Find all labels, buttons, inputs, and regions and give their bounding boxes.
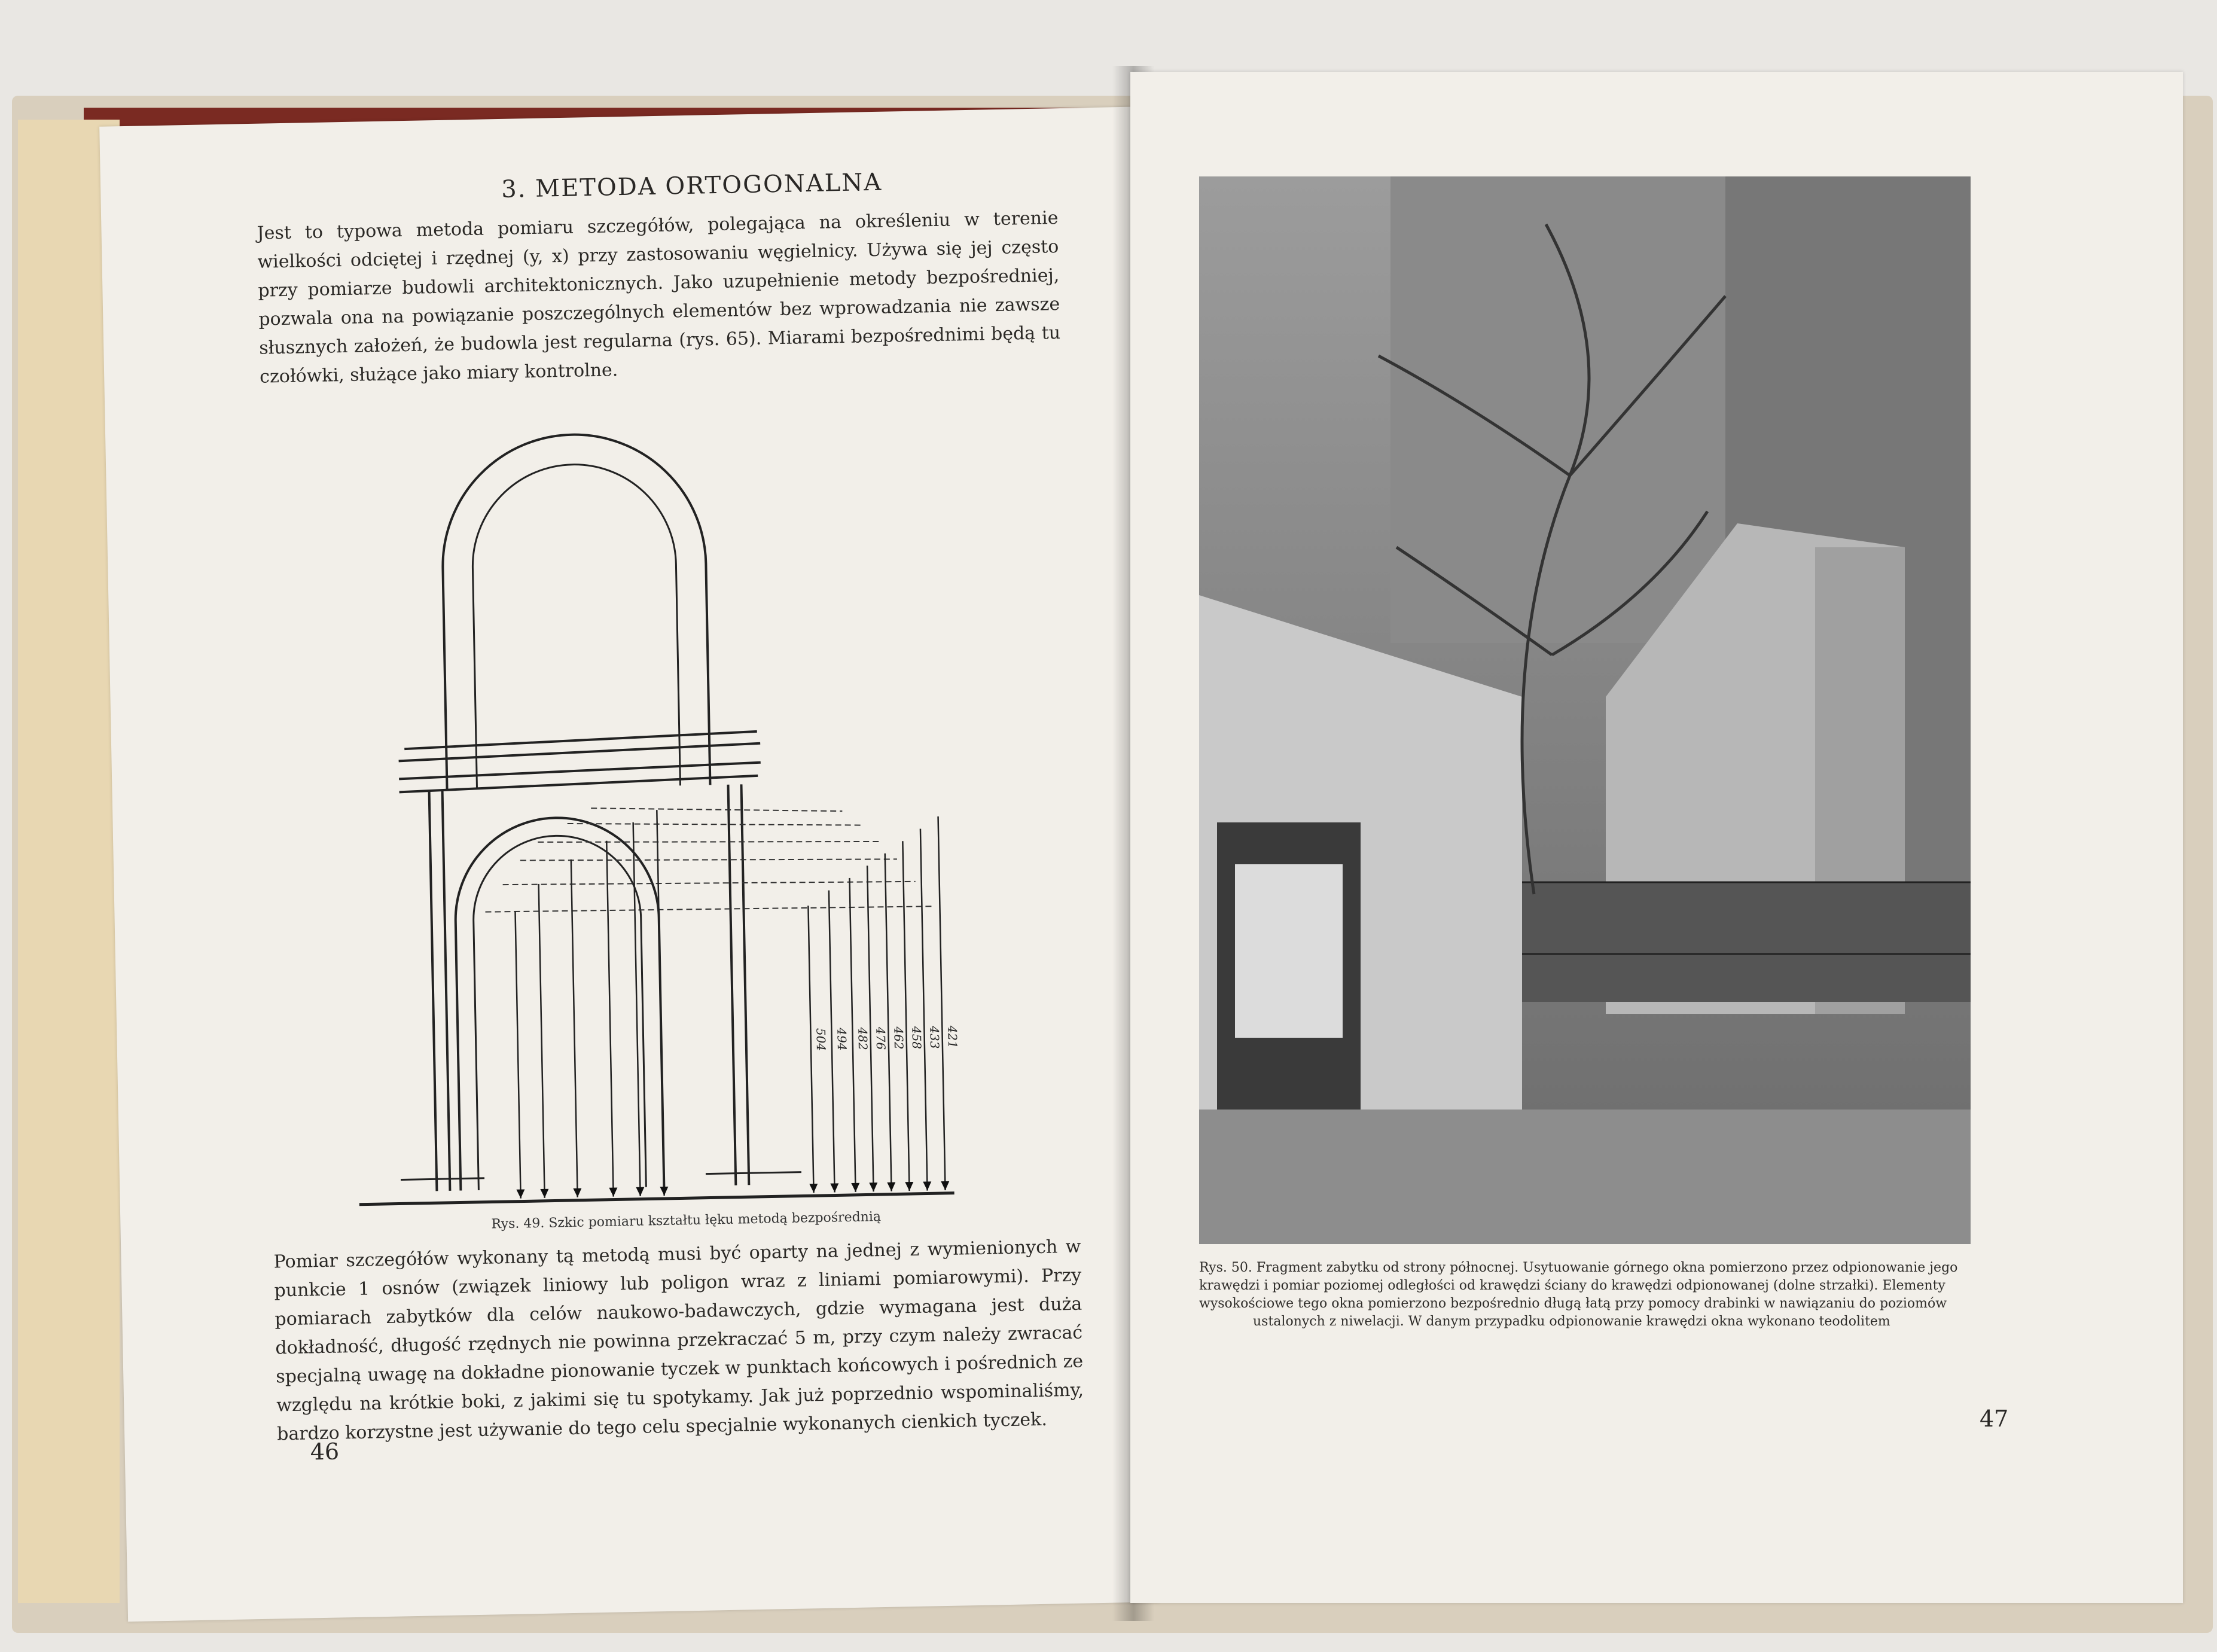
body-paragraph: Pomiar szczegółów wykonany tą metodą musi być oparty na jednej z wymienionych w punkcie 1 osnów (związek liniowy lub poligon wraz z liniami pomiarowymi). Przy pomiarach zabytków dla celów naukowo-badawczych, gdzie wymagana jest duża dokładność, długość rzędnych nie powinna przekraczać 5 m, przy czym należy zwracać specjalną uwagę na dokładne pionowanie tyczek w punktach końcowych i pośrednich ze względu na krótkie boki, z jakimi się tu spotykamy. Jak już poprzednio wspominaliśmy, bardzo korzystne jest używanie do tego celu specjalnie wykonanych cienkich tyczek. [273, 1236, 1084, 1445]
measure-label: 494 [834, 1028, 850, 1051]
intro-paragraph: Jest to typowa metoda pomiaru szczegółów, polegająca na określeniu w terenie wielkości odciętej i rzędnej (y, x) przy zastosowaniu węgielnicy. Używa się jej często przy pomiarze budowli architektonicznych. Jako uzupełnienie metody bezpośredniej, pozwala ona na powiązanie poszczególnych elementów bez wprowadzania nie zawsze słusznych założeń, że budowla jest regularna (rys. 65). Miarami bezpośrednimi będą tu czołówki, służące jako miary kontrolne. [257, 208, 1061, 388]
measure-label: 421 [945, 1025, 960, 1049]
left-page [99, 107, 1160, 1622]
measure-label: 504 [813, 1028, 829, 1051]
measure-label: 458 [909, 1026, 925, 1050]
page-number: 46 [310, 1438, 340, 1465]
photo-caption-line2: ustalonych z niwelacji. W danym przypadku odpionowanie krawędzi okna wykonano teodolitem [1253, 1314, 1890, 1329]
measure-label: 482 [855, 1027, 871, 1050]
figure-caption: Rys. 49. Szkic pomiaru kształtu łęku metodą bezpośrednią [491, 1209, 882, 1232]
section-heading: 3. METODA ORTOGONALNA [501, 168, 883, 203]
photo-caption-line1: Rys. 50. Fragment zabytku od strony północnej. Usytuowanie górnego okna pomierzono przez odpionowanie jego krawędzi i pomiar poziomej odległości od krawędzi ściany do krawędzi odpionowanej (dolne strzałki). Elementy wysokościowe tego okna pomierzono bezpośrednio długą łatą przy pomocy drabinki w nawiązaniu do poziomów [1199, 1260, 1958, 1311]
photo-caption [1199, 1259, 1977, 1331]
measure-label: 433 [927, 1026, 943, 1049]
arch-measurement-drawing [331, 361, 987, 1211]
measure-label: 476 [873, 1026, 889, 1050]
right-page [1130, 72, 2183, 1603]
building-photograph [1199, 176, 1971, 1244]
measure-label: 462 [891, 1026, 907, 1050]
page-number: 47 [1980, 1406, 2009, 1432]
